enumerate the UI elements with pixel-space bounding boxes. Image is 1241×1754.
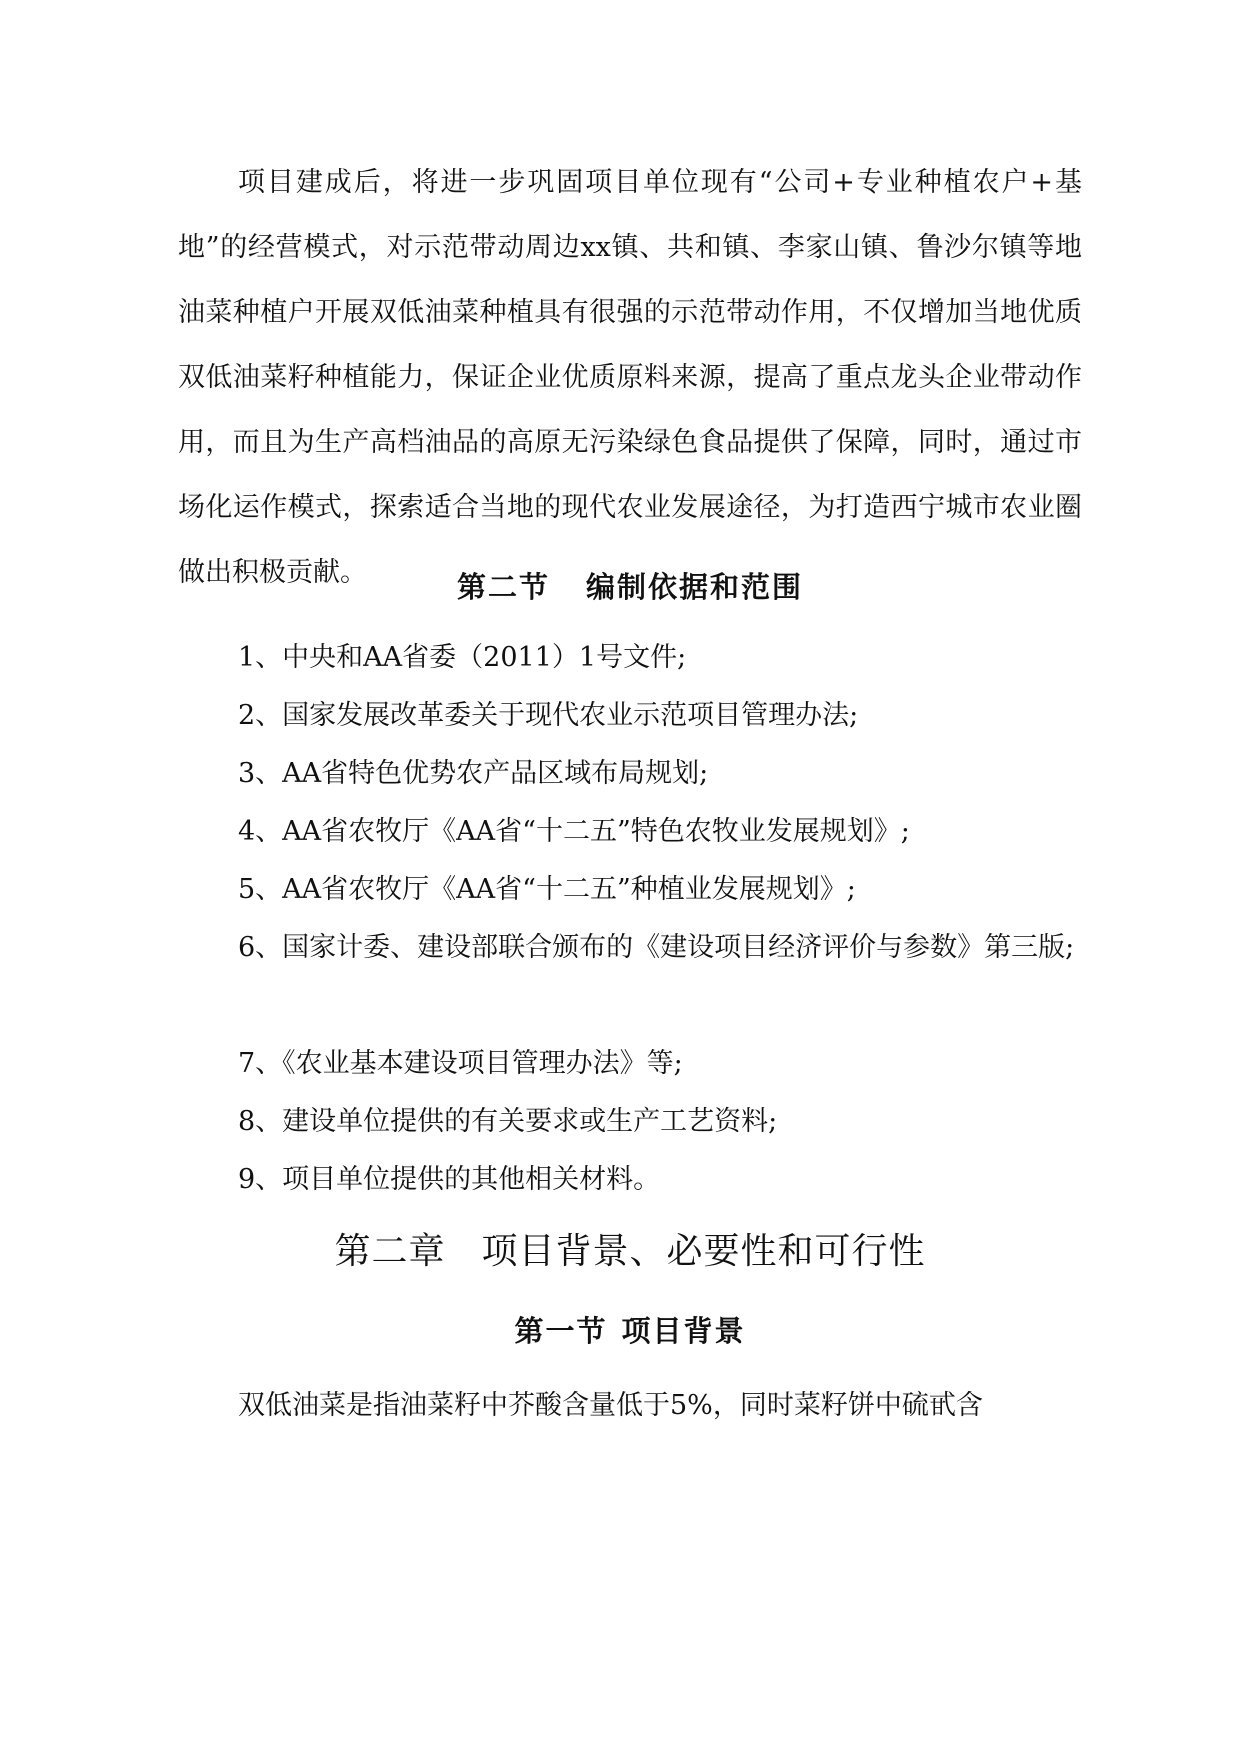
section-number: 第二节 <box>456 570 550 604</box>
list-item: 8、建设单位提供的有关要求或生产工艺资料; <box>238 1106 778 1137</box>
chapter-title: 项目背景、必要性和可行性 <box>481 1231 926 1272</box>
list-item: 7、《农业基本建设项目管理办法》等; <box>238 1048 683 1079</box>
chapter-heading <box>178 1222 1082 1282</box>
chapter-number: 第二章 <box>334 1231 446 1272</box>
list-item: 2、国家发展改革委关于现代农业示范项目管理办法; <box>238 700 859 731</box>
list-item: 6、国家计委、建设部联合颁布的《建设项目经济评价与参数》第三版; <box>238 932 1075 963</box>
intro-paragraph: 项目建成后，将进一步巩固项目单位现有“公司+专业种植农户+基地”的经营模式，对示范带动周边xx镇、共和镇、李家山镇、鲁沙尔镇等地油菜种植户开展双低油菜种植具有很强的示范带动作用，不仅增加当地优质双低油菜籽种植能力，保证企业优质原料来源，提高了重点龙头企业带动作用，而且为生产高档油品的高原无污染绿色食品提供了保障，同时，通过市场化运作模式，探索适合当地的现代农业发展途径，为打造西宁城市农业圈做出积极贡献。 <box>178 167 1082 588</box>
list-item: 5、AA省农牧厅《AA省“十二五”种植业发展规划》; <box>238 874 856 905</box>
section-heading-background <box>178 1306 1082 1356</box>
list-item: 4、AA省农牧厅《AA省“十二五”特色农牧业发展规划》; <box>238 816 910 847</box>
section-title: 编制依据和范围 <box>586 570 804 604</box>
section-title: 项目背景 <box>621 1314 746 1348</box>
list-item: 9、项目单位提供的其他相关材料。 <box>238 1164 661 1195</box>
section-heading-basis <box>178 562 1082 612</box>
list-item: 3、AA省特色优势农产品区域布局规划; <box>238 758 709 789</box>
background-paragraph: 双低油菜是指油菜籽中芥酸含量低于5%，同时菜籽饼中硫甙含 <box>238 1390 983 1421</box>
list-item: 1、中央和AA省委（2011）1号文件; <box>238 642 687 673</box>
section-number: 第一节 <box>514 1314 608 1348</box>
